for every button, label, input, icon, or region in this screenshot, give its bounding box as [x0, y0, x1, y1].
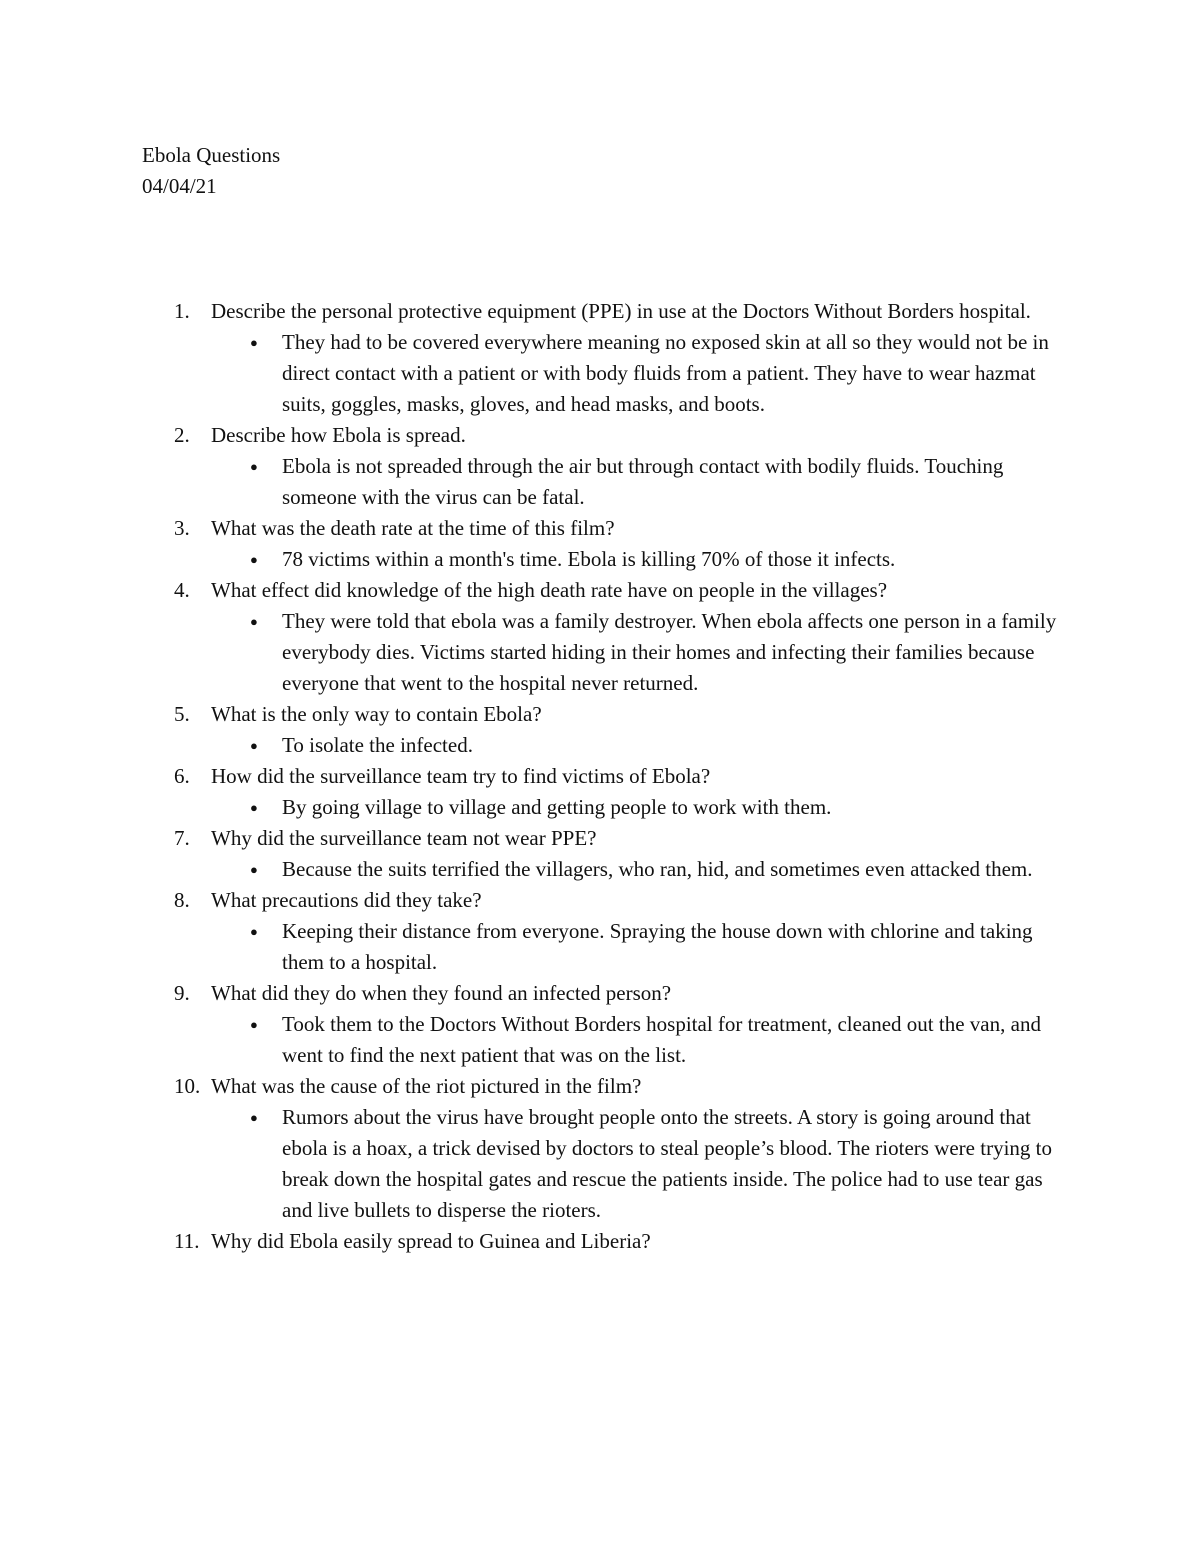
document-header	[142, 140, 280, 202]
question-list	[0, 296, 1200, 1257]
bullet-icon: ●	[250, 1110, 258, 1125]
question-number: 6.	[174, 764, 190, 788]
answer-item	[0, 451, 1200, 513]
question-text: What is the only way to contain Ebola?	[211, 702, 542, 726]
question-number: 5.	[174, 702, 190, 726]
question-number: 8.	[174, 888, 190, 912]
answer-text: Took them to the Doctors Without Borders hospital for treatment, cleaned out the van, and went to find the next patient that was on the list.	[282, 1012, 1041, 1067]
answer-item	[0, 544, 1200, 575]
bullet-icon: ●	[250, 800, 258, 815]
question-text: Describe the personal protective equipment (PPE) in use at the Doctors Without Borders hospital.	[211, 299, 1031, 323]
question-number: 7.	[174, 826, 190, 850]
answer-item	[0, 792, 1200, 823]
document-date: 04/04/21	[142, 174, 217, 198]
answer-text: Because the suits terrified the villagers, who ran, hid, and sometimes even attacked them.	[282, 857, 1033, 881]
question-item	[0, 823, 1200, 885]
question-number: 1.	[174, 299, 190, 323]
bullet-icon: ●	[250, 924, 258, 939]
bullet-icon: ●	[250, 552, 258, 567]
question-text: What was the death rate at the time of this film?	[211, 516, 615, 540]
question-text: Why did Ebola easily spread to Guinea and Liberia?	[211, 1229, 651, 1253]
question-text: What was the cause of the riot pictured in the film?	[211, 1074, 642, 1098]
bullet-icon: ●	[250, 459, 258, 474]
question-item	[0, 575, 1200, 699]
answer-item	[0, 730, 1200, 761]
question-text: What precautions did they take?	[211, 888, 482, 912]
question-number: 3.	[174, 516, 190, 540]
answer-item	[0, 606, 1200, 699]
question-number: 11.	[174, 1229, 200, 1253]
question-item	[0, 978, 1200, 1071]
bullet-icon: ●	[250, 738, 258, 753]
question-item	[0, 296, 1200, 420]
answer-text: Rumors about the virus have brought people onto the streets. A story is going around that ebola is a hoax, a trick devised by doctors to steal people’s blood. The rioters were trying to break down the hospital gates and rescue the patients inside. The police had to use tear gas and live bullets to disperse the rioters.	[282, 1105, 1052, 1222]
document-title: Ebola Questions	[142, 143, 281, 167]
question-item	[0, 513, 1200, 575]
question-number: 10.	[174, 1074, 201, 1098]
question-item	[0, 885, 1200, 978]
bullet-icon: ●	[250, 335, 258, 350]
question-number: 9.	[174, 981, 190, 1005]
answer-item	[0, 1009, 1200, 1071]
question-text: Why did the surveillance team not wear PPE?	[211, 826, 597, 850]
question-item	[0, 420, 1200, 513]
answer-item	[0, 854, 1200, 885]
question-text: What effect did knowledge of the high death rate have on people in the villages?	[211, 578, 888, 602]
bullet-icon: ●	[250, 614, 258, 629]
question-item	[0, 761, 1200, 823]
question-number: 2.	[174, 423, 190, 447]
question-item	[0, 1226, 1200, 1257]
answer-text: To isolate the infected.	[282, 733, 473, 757]
question-text: How did the surveillance team try to find victims of Ebola?	[211, 764, 711, 788]
answer-text: Ebola is not spreaded through the air but through contact with bodily fluids. Touching someone with the virus can be fatal.	[282, 454, 1004, 509]
answer-item	[0, 327, 1200, 420]
answer-text: 78 victims within a month's time. Ebola is killing 70% of those it infects.	[282, 547, 896, 571]
question-number: 4.	[174, 578, 190, 602]
question-text: Describe how Ebola is spread.	[211, 423, 466, 447]
answer-text: Keeping their distance from everyone. Spraying the house down with chlorine and taking them to a hospital.	[282, 919, 1033, 974]
answer-text: By going village to village and getting people to work with them.	[282, 795, 832, 819]
bullet-icon: ●	[250, 862, 258, 877]
question-item	[0, 699, 1200, 761]
question-text: What did they do when they found an infected person?	[211, 981, 672, 1005]
answer-item	[0, 916, 1200, 978]
answer-text: They had to be covered everywhere meaning no exposed skin at all so they would not be in direct contact with a patient or with body fluids from a patient. They have to wear hazmat suits, goggles, masks, gloves, and head masks, and boots.	[282, 330, 1049, 416]
question-item	[0, 1071, 1200, 1226]
bullet-icon: ●	[250, 1017, 258, 1032]
answer-text: They were told that ebola was a family destroyer. When ebola affects one person in a family everybody dies. Victims started hiding in their homes and infecting their families because everyone that went to the hospital never returned.	[282, 609, 1057, 695]
answer-item	[0, 1102, 1200, 1226]
